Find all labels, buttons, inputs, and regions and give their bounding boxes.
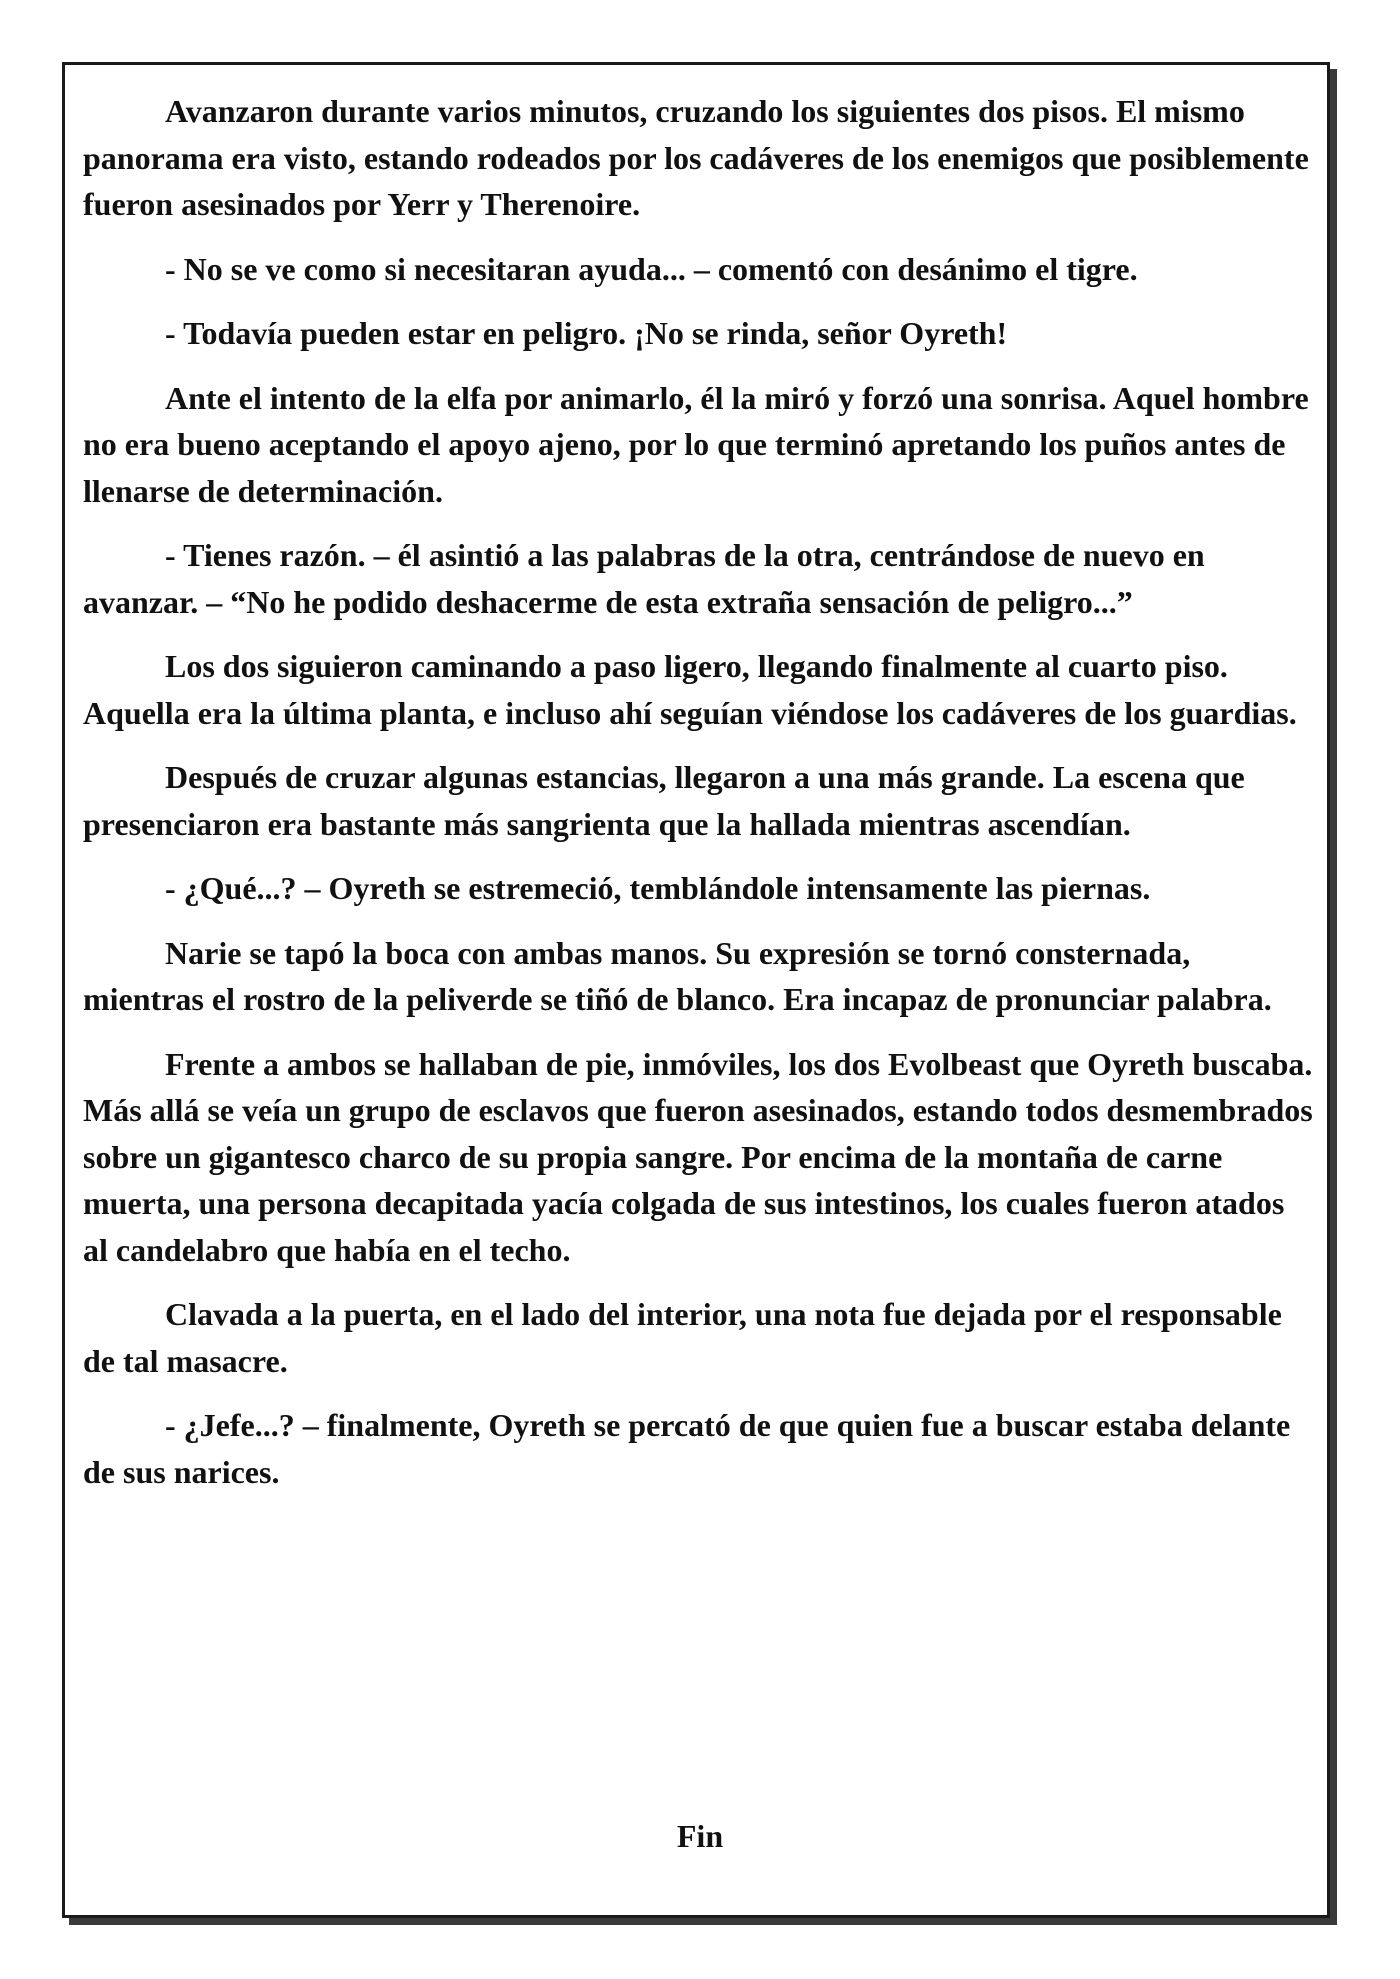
- paragraph-2: - No se ve como si necesitaran ayuda... – comentó con desánimo el tigre.: [165, 250, 1138, 287]
- paragraph-5: - Tienes razón. – él asintió a las palabras de la otra, centrándose de nuevo en avanzar. – “No he podido deshacerme de esta extraña sensación de peligro...”: [83, 537, 1205, 620]
- closing-word: Fin: [676, 1818, 724, 1854]
- paragraph-10: Frente a ambos se hallaban de pie, inmóviles, los dos Evolbeast que Oyreth buscaba. Más allá se veía un grupo de esclavos que fueron asesinados, estando todos desmembrados sobre un gigantesco charco de su propia sangre. Por encima de la montaña de carne muerta, una persona decapitada yacía colgada de sus intestinos, los cuales fueron atados al candelabro que había en el techo.: [83, 1045, 1313, 1268]
- story-text: [83, 88, 1313, 1513]
- paragraph-1: Avanzaron durante varios minutos, cruzando los siguientes dos pisos. El mismo panorama era visto, estando rodeados por los cadáveres de los enemigos que posiblemente fueron asesinados por Yerr y Therenoire.: [83, 93, 1309, 222]
- paragraph-8: - ¿Qué...? – Oyreth se estremeció, temblándole intensamente las piernas.: [165, 870, 1151, 906]
- paragraph-12: - ¿Jefe...? – finalmente, Oyreth se percató de que quien fue a buscar estaba delante de sus narices.: [83, 1407, 1291, 1490]
- paragraph-9: Narie se tapó la boca con ambas manos. Su expresión se tornó consternada, mientras el rostro de la peliverde se tiñó de blanco. Era incapaz de pronunciar palabra.: [83, 934, 1272, 1017]
- paragraph-4: Ante el intento de la elfa por animarlo, él la miró y forzó una sonrisa. Aquel hombre no era bueno aceptando el apoyo ajeno, por lo que terminó apretando los puños antes de llenarse de determinación.: [83, 379, 1309, 509]
- paragraph-7: Después de cruzar algunas estancias, llegaron a una más grande. La escena que presenciaron era bastante más sangrienta que la hallada mientras ascendían.: [83, 759, 1245, 842]
- paragraph-3: - Todavía pueden estar en peligro. ¡No se rinda, señor Oyreth!: [165, 315, 1008, 351]
- paragraph-11: Clavada a la puerta, en el lado del interior, una nota fue dejada por el responsable de tal masacre.: [83, 1296, 1282, 1379]
- paragraph-6: Los dos siguieron caminando a paso ligero, llegando finalmente al cuarto piso. Aquella era la última planta, e incluso ahí seguían viéndose los cadáveres de los guardias.: [83, 648, 1297, 731]
